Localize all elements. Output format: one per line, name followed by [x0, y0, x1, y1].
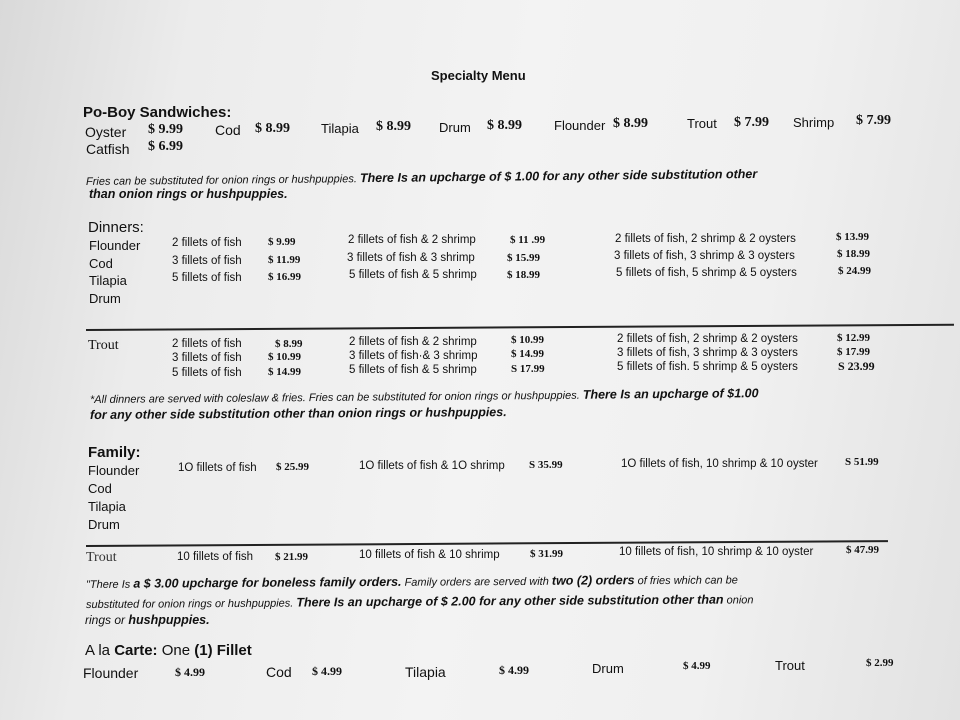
family-note-plain: onion — [726, 594, 754, 607]
family-price: $ 25.99 — [276, 461, 309, 473]
poboy-item-name: Flounder — [554, 118, 606, 133]
poboy-item-name: Tilapia — [321, 121, 359, 136]
alacarte-heading-c: One — [157, 642, 195, 659]
dinner-price: $ 13.99 — [836, 231, 869, 243]
dinner-price: $ 17.99 — [837, 346, 870, 358]
alacarte-item-price: $ 4.99 — [683, 660, 711, 672]
dinner-option: 3 fillets of fish & 3 shrimp — [347, 252, 475, 264]
trout-dinner-label: Trout — [88, 338, 119, 353]
family-option: 1O fillets of fish — [178, 462, 257, 474]
alacarte-heading-a: A la — [85, 642, 115, 659]
dinner-price: $ 8.99 — [275, 338, 303, 350]
family-option: 10 fillets of fish — [177, 551, 254, 563]
poboy-note-bold: There Is an upcharge of $ 1.00 for any other side substitution other — [359, 166, 758, 186]
alacarte-item-name: Flounder — [83, 665, 139, 681]
poboy-note-plain: Fries can be substituted for onion rings or hushpuppies. — [85, 173, 357, 188]
family-price: S 35.99 — [529, 459, 563, 471]
poboy-item-name: Cod — [215, 122, 241, 138]
family-note-bold: a $ 3.00 upcharge for boneless family orders. — [133, 574, 402, 591]
dinners-note — [90, 387, 759, 406]
family-note-bold: two (2) orders — [551, 573, 635, 588]
dinner-option: 5 fillets of fish — [172, 272, 242, 284]
alacarte-item-price: $ 4.99 — [499, 663, 529, 677]
alacarte-item-name: Trout — [775, 658, 805, 673]
dinner-option: 3 fillets of fish, 3 shrimp & 3 oysters — [617, 347, 798, 359]
dinners-fish: Drum — [89, 291, 121, 306]
dinner-option: 2 fillets of fish & 2 shrimp — [349, 336, 477, 348]
dinner-option: 5 fillets of fish, 5 shrimp & 5 oysters — [616, 267, 797, 279]
poboy-item-name: Shrimp — [793, 115, 835, 130]
dinner-price: S 17.99 — [511, 363, 545, 375]
dinner-option: 2 fillets of fish, 2 shrimp & 2 oysters — [617, 333, 798, 345]
dinner-option: 3 fillets of fish·& 3 shrimp — [349, 350, 478, 362]
dinners-fish: Flounder — [89, 238, 141, 253]
poboy-item-name: Catfish — [86, 141, 130, 157]
dinners-note-plain: *All dinners are served with coleslaw & fries. Fries can be substituted for onion rings or hushpuppies. — [89, 389, 580, 406]
family-note-plain: Family orders are served with — [404, 575, 549, 589]
dinner-price: $ 9.99 — [268, 236, 296, 248]
alacarte-item-name: Tilapia — [405, 664, 446, 680]
dinner-price: $ 11 .99 — [510, 234, 546, 246]
poboy-item-name: Oyster — [85, 124, 127, 140]
alacarte-item-price: $ 4.99 — [175, 665, 205, 679]
family-fish: Tilapia — [88, 499, 126, 514]
family-option: 1O fillets of fish, 10 shrimp & 10 oyster — [621, 458, 818, 470]
family-price: $ 21.99 — [275, 551, 308, 563]
dinner-option: 5 fillets of fish — [172, 367, 242, 379]
dinner-price: $ 10.99 — [268, 351, 301, 363]
dinners-heading: Dinners: — [88, 219, 144, 236]
family-note-plain: substituted for onion rings or hushpuppies. — [85, 597, 294, 611]
family-note-bold: hushpuppies. — [128, 613, 210, 627]
family-fish: Cod — [88, 481, 112, 496]
dinner-option: 2 fillets of fish & 2 shrimp — [348, 234, 476, 246]
family-note-line2 — [86, 593, 754, 611]
dinner-option: 5 fillets of fish & 5 shrimp — [349, 269, 477, 281]
dinner-price: $ 14.99 — [511, 348, 544, 360]
dinner-price: $ 14.99 — [268, 366, 301, 378]
page-title: Specialty Menu — [431, 68, 526, 83]
trout-family-label: Trout — [86, 550, 117, 565]
poboy-item-price: $ 7.99 — [856, 113, 891, 128]
dinner-price: $ 18.99 — [837, 248, 870, 260]
dinner-price: $ 12.99 — [837, 332, 870, 344]
dinner-price: $ 15.99 — [507, 252, 540, 264]
dinner-option: 5 fillets of fish & 5 shrimp — [349, 364, 477, 376]
dinner-option: 2 fillets of fish, 2 shrimp & 2 oysters — [615, 233, 796, 245]
poboy-item-price: $ 8.99 — [376, 119, 411, 134]
family-note-plain: rings or — [85, 613, 126, 627]
dinner-price: $ 24.99 — [838, 265, 871, 277]
poboy-item-name: Trout — [687, 116, 717, 131]
poboy-item-price: $ 9.99 — [148, 122, 183, 137]
dinner-option: 2 fillets of fish — [172, 237, 242, 249]
family-price: S 51.99 — [845, 456, 879, 468]
poboy-item-price: $ 6.99 — [148, 139, 183, 154]
family-note-bold: There Is an upcharge of $ 2.00 for any other side substitution other than — [296, 592, 724, 610]
dinners-fish: Cod — [89, 256, 113, 271]
dinners-fish: Tilapia — [89, 273, 127, 288]
family-price: $ 31.99 — [530, 548, 563, 560]
dinners-note-continued: for any other side substitution other than onion rings or hushpuppies. — [89, 405, 507, 422]
dinner-price: $ 10.99 — [511, 334, 544, 346]
family-price: $ 47.99 — [846, 544, 879, 556]
dinner-price: $ 11.99 — [268, 254, 301, 266]
dinner-option: 3 fillets of fish — [172, 352, 242, 364]
family-note-plain: "There Is — [85, 578, 131, 591]
dinners-note-bold: There Is an upcharge of $1.00 — [582, 386, 759, 402]
family-option: 10 fillets of fish & 10 shrimp — [359, 549, 500, 561]
dinner-option: 2 fillets of fish — [172, 338, 242, 350]
poboy-note — [86, 168, 757, 188]
alacarte-item-price: $ 2.99 — [866, 657, 894, 669]
poboy-item-name: Drum — [439, 120, 471, 135]
dinner-price: $ 18.99 — [507, 269, 540, 281]
alacarte-heading-d: (1) Fillet — [194, 642, 252, 659]
family-note-plain: of fries which can be — [637, 574, 738, 588]
poboy-heading: Po-Boy Sandwiches: — [83, 104, 232, 121]
dinner-option: 5 fillets of fish. 5 shrimp & 5 oysters — [617, 361, 798, 373]
alacarte-item-price: $ 4.99 — [312, 664, 342, 678]
family-heading: Family: — [88, 444, 141, 461]
dinner-option: 3 fillets of fish, 3 shrimp & 3 oysters — [614, 250, 795, 262]
family-note — [86, 573, 738, 591]
dinner-price: S 23.99 — [838, 359, 875, 373]
section-divider — [86, 324, 954, 331]
family-option: 10 fillets of fish, 10 shrimp & 10 oyster — [619, 546, 814, 558]
family-option: 1O fillets of fish & 1O shrimp — [359, 460, 505, 472]
dinner-option: 3 fillets of fish — [172, 255, 242, 267]
family-fish: Flounder — [88, 463, 140, 478]
family-note-line3 — [85, 614, 210, 627]
poboy-item-price: $ 8.99 — [255, 121, 290, 136]
alacarte-heading — [85, 643, 252, 658]
poboy-item-price: $ 7.99 — [734, 115, 769, 130]
alacarte-item-name: Drum — [592, 661, 624, 676]
poboy-item-price: $ 8.99 — [613, 116, 648, 131]
alacarte-item-name: Cod — [266, 664, 292, 680]
family-fish: Drum — [88, 517, 120, 532]
dinner-price: $ 16.99 — [268, 271, 301, 283]
poboy-item-price: $ 8.99 — [487, 118, 522, 133]
poboy-note-continued: than onion rings or hushpuppies. — [89, 187, 288, 201]
alacarte-heading-b: Carte: — [114, 642, 158, 659]
